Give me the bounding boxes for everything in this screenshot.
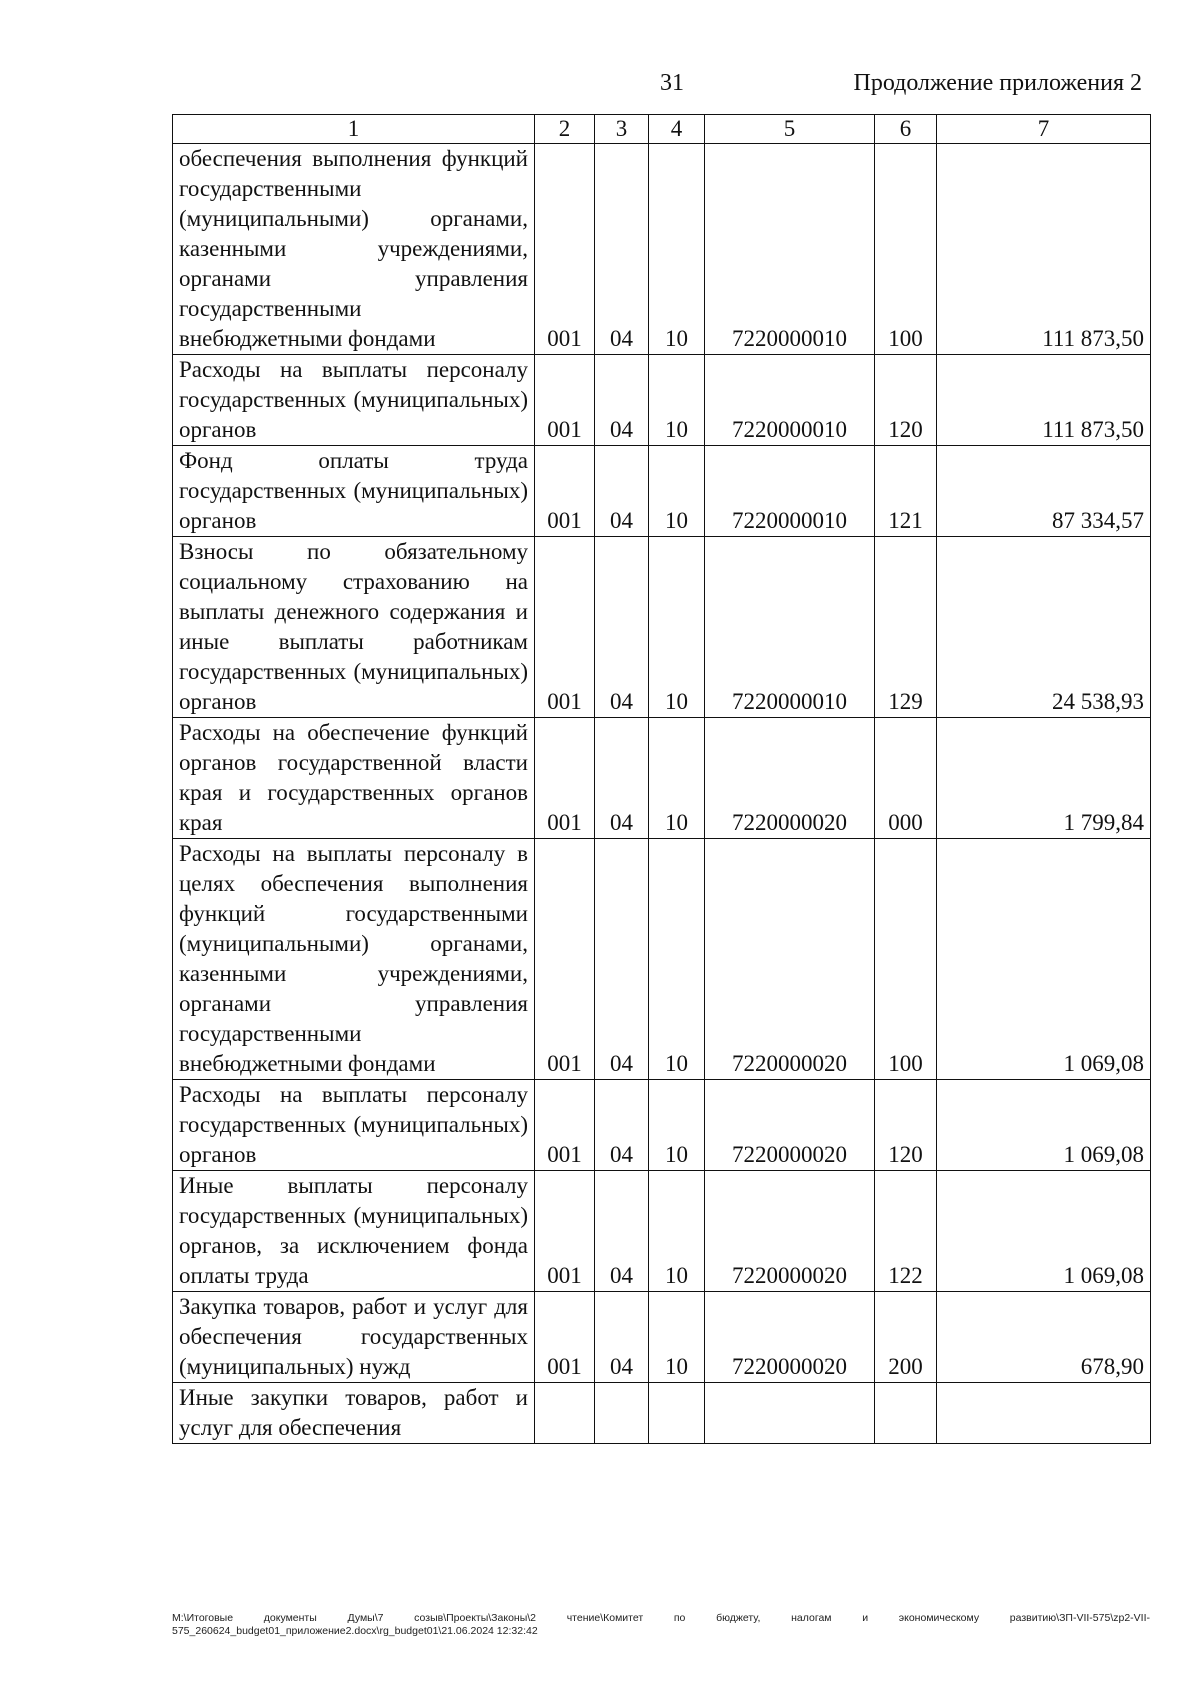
row-section-code: 04	[595, 1080, 649, 1171]
row-section-code: 04	[595, 718, 649, 839]
row-description: Расходы на выплаты персоналу в целях обеспечения выполнения функций государственными (муниципальными) органами, казенными учреждениями, органами управления государственными внебюджетными фондами	[173, 839, 535, 1080]
row-expense-type	[875, 1383, 937, 1444]
table-row	[173, 718, 1151, 839]
row-subsection-code: 10	[649, 144, 705, 355]
row-expense-type: 120	[875, 355, 937, 446]
row-amount: 1 069,08	[937, 1171, 1151, 1292]
row-target-article: 7220000020	[705, 1171, 875, 1292]
row-target-article: 7220000020	[705, 1080, 875, 1171]
row-target-article: 7220000020	[705, 718, 875, 839]
row-section-code: 04	[595, 1171, 649, 1292]
row-ministry-code: 001	[535, 1171, 595, 1292]
row-expense-type: 000	[875, 718, 937, 839]
row-target-article: 7220000010	[705, 355, 875, 446]
column-header: 2	[535, 115, 595, 144]
row-amount: 111 873,50	[937, 355, 1151, 446]
row-description: Расходы на выплаты персоналу государственных (муниципальных) органов	[173, 1080, 535, 1171]
row-ministry-code: 001	[535, 1080, 595, 1171]
row-ministry-code: 001	[535, 718, 595, 839]
continuation-label: Продолжение приложения 2	[853, 70, 1142, 96]
table-row	[173, 1383, 1151, 1444]
row-amount: 1 069,08	[937, 839, 1151, 1080]
row-subsection-code: 10	[649, 1292, 705, 1383]
row-target-article: 7220000010	[705, 446, 875, 537]
row-ministry-code: 001	[535, 537, 595, 718]
row-target-article: 7220000010	[705, 537, 875, 718]
table-row	[173, 839, 1151, 1080]
table-row	[173, 1080, 1151, 1171]
row-description: Расходы на выплаты персоналу государственных (муниципальных) органов	[173, 355, 535, 446]
row-section-code: 04	[595, 144, 649, 355]
row-amount: 1 069,08	[937, 1080, 1151, 1171]
table-row	[173, 144, 1151, 355]
row-ministry-code: 001	[535, 355, 595, 446]
table-row	[173, 537, 1151, 718]
row-subsection-code: 10	[649, 839, 705, 1080]
row-amount: 87 334,57	[937, 446, 1151, 537]
row-section-code: 04	[595, 355, 649, 446]
row-subsection-code: 10	[649, 355, 705, 446]
row-section-code: 04	[595, 537, 649, 718]
table-row	[173, 446, 1151, 537]
row-subsection-code: 10	[649, 718, 705, 839]
row-expense-type: 120	[875, 1080, 937, 1171]
row-target-article: 7220000020	[705, 839, 875, 1080]
row-target-article: 7220000010	[705, 144, 875, 355]
row-subsection-code: 10	[649, 446, 705, 537]
row-description: Иные закупки товаров, работ и услуг для обеспечения	[173, 1383, 535, 1444]
row-expense-type: 100	[875, 839, 937, 1080]
row-expense-type: 122	[875, 1171, 937, 1292]
table-row	[173, 1292, 1151, 1383]
row-amount: 24 538,93	[937, 537, 1151, 718]
row-ministry-code: 001	[535, 1292, 595, 1383]
table-row	[173, 1171, 1151, 1292]
row-expense-type: 129	[875, 537, 937, 718]
row-section-code	[595, 1383, 649, 1444]
row-description: Взносы по обязательному социальному страхованию на выплаты денежного содержания и иные выплаты работникам государственных (муниципальных) органов	[173, 537, 535, 718]
row-description: обеспечения выполнения функций государственными (муниципальными) органами, казенными учреждениями, органами управления государственными внебюджетными фондами	[173, 144, 535, 355]
row-section-code: 04	[595, 839, 649, 1080]
row-subsection-code: 10	[649, 537, 705, 718]
column-header: 4	[649, 115, 705, 144]
row-subsection-code: 10	[649, 1171, 705, 1292]
row-expense-type: 121	[875, 446, 937, 537]
row-ministry-code: 001	[535, 839, 595, 1080]
budget-table	[172, 114, 1151, 1444]
row-description: Расходы на обеспечение функций органов государственной власти края и государственных органов края	[173, 718, 535, 839]
column-header: 6	[875, 115, 937, 144]
row-ministry-code: 001	[535, 446, 595, 537]
column-header: 5	[705, 115, 875, 144]
row-subsection-code: 10	[649, 1080, 705, 1171]
file-path-footer: М:\Итоговые документы Думы\7 созыв\Проекты\Законы\2 чтение\Комитет по бюджету, налогам и экономическому развитию\ЗП-VII-575\zp2-VII-575_260624_budget01_приложение2.docx\rg_budget01\21.06.2024 12:32:42	[172, 1612, 1150, 1637]
column-header: 3	[595, 115, 649, 144]
row-expense-type: 100	[875, 144, 937, 355]
row-amount: 1 799,84	[937, 718, 1151, 839]
row-amount: 678,90	[937, 1292, 1151, 1383]
row-description: Закупка товаров, работ и услуг для обеспечения государственных (муниципальных) нужд	[173, 1292, 535, 1383]
row-section-code: 04	[595, 1292, 649, 1383]
row-subsection-code	[649, 1383, 705, 1444]
page-number: 31	[660, 70, 684, 96]
row-amount	[937, 1383, 1151, 1444]
row-target-article	[705, 1383, 875, 1444]
row-section-code: 04	[595, 446, 649, 537]
row-description: Фонд оплаты труда государственных (муниципальных) органов	[173, 446, 535, 537]
table-row	[173, 355, 1151, 446]
row-target-article: 7220000020	[705, 1292, 875, 1383]
row-expense-type: 200	[875, 1292, 937, 1383]
row-description: Иные выплаты персоналу государственных (муниципальных) органов, за исключением фонда оплаты труда	[173, 1171, 535, 1292]
row-amount: 111 873,50	[937, 144, 1151, 355]
row-ministry-code	[535, 1383, 595, 1444]
column-header: 1	[173, 115, 535, 144]
row-ministry-code: 001	[535, 144, 595, 355]
table-header-row	[173, 115, 1151, 144]
column-header: 7	[937, 115, 1151, 144]
